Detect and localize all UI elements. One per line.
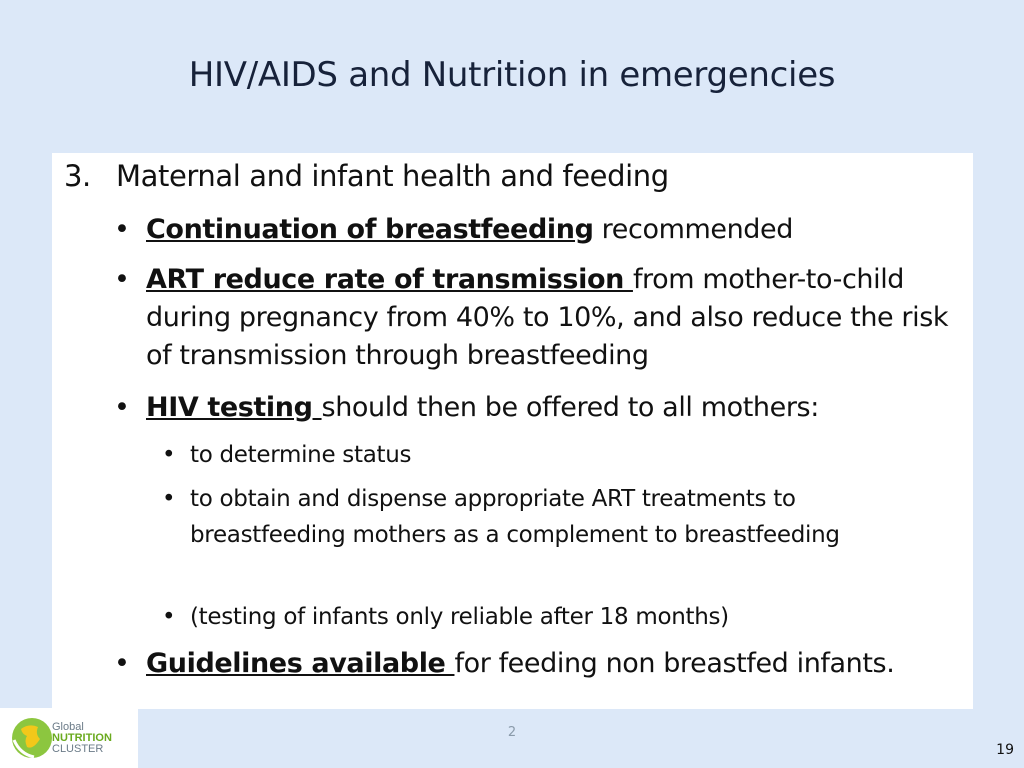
sub-bullet-item: [162, 599, 952, 635]
content-box: [52, 153, 973, 709]
bullet-text: for feeding non breastfed infants.: [454, 648, 895, 679]
bullet-item: [114, 211, 959, 249]
bullet-icon: •: [162, 442, 176, 468]
bullet-item: [114, 389, 959, 427]
section-number: 3.: [64, 159, 91, 193]
sub-bullet-text: to determine status: [190, 442, 412, 468]
logo-line-cluster: CLUSTER: [52, 743, 104, 755]
bullet-icon: •: [114, 392, 130, 423]
bullet-icon: •: [114, 214, 130, 245]
numbered-heading: [64, 159, 669, 193]
bullet-text: from mother-to-child during pregnancy from 40% to 10%, and also reduce the risk of transmission through breastfeeding: [146, 264, 949, 371]
bullet-icon: •: [114, 264, 130, 295]
bullet-emphasis: ART reduce rate of transmission: [146, 264, 633, 295]
slide-title: HIV/AIDS and Nutrition in emergencies: [188, 55, 836, 95]
bullet-icon: •: [162, 486, 176, 512]
footer-page-marker: 2: [507, 725, 517, 740]
bullet-emphasis: Continuation of breastfeeding: [146, 214, 594, 245]
bullet-icon: •: [162, 604, 176, 630]
bullet-icon: •: [114, 648, 130, 679]
slide-number: 19: [996, 742, 1014, 758]
bullet-text: recommended: [593, 214, 793, 245]
bullet-emphasis: HIV testing: [146, 392, 322, 423]
sub-bullet-text: to obtain and dispense appropriate ART treatments to breastfeeding mothers as a complement to breastfeeding: [190, 486, 840, 548]
logo-line-global: Global: [52, 721, 84, 733]
bullet-item: [114, 261, 959, 375]
bullet-item: [114, 645, 959, 683]
sub-bullet-item: [162, 481, 952, 553]
bullet-emphasis: Guidelines available: [146, 648, 455, 679]
sub-bullet-text: (testing of infants only reliable after 18 months): [190, 604, 729, 630]
sub-bullet-item: [162, 437, 952, 473]
section-heading: Maternal and infant health and feeding: [116, 159, 669, 193]
bullet-text: should then be offered to all mothers:: [321, 392, 819, 423]
logo-line-nutrition: NUTRITION: [52, 732, 112, 744]
